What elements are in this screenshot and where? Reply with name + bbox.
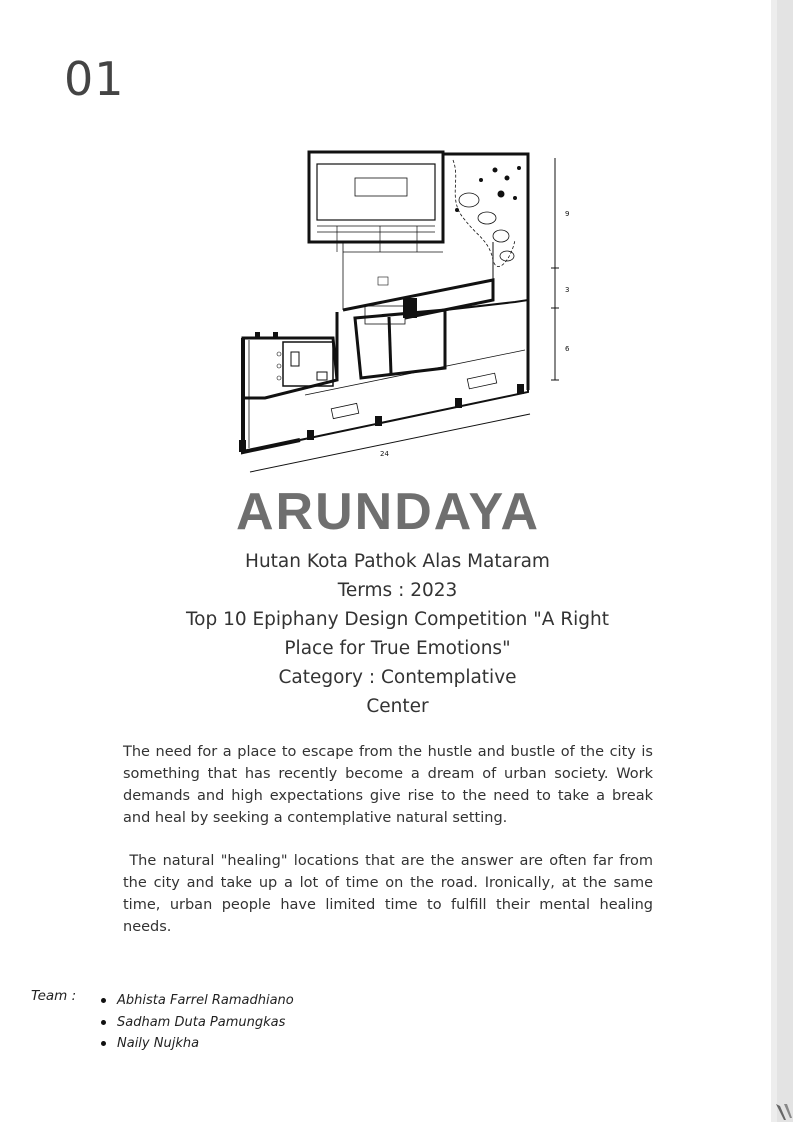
scrollbar-track	[771, 0, 777, 1122]
bullet-icon	[101, 1020, 106, 1025]
subtitle-line: Terms : 2023	[337, 580, 458, 601]
team-member	[100, 1033, 294, 1055]
team-member-name: Naily Nujkha	[117, 1036, 200, 1051]
team-label: Team :	[31, 988, 77, 1004]
dimension-3: 3	[565, 286, 570, 294]
page-number: 01	[64, 52, 125, 106]
site-floor-plan	[225, 140, 590, 480]
subtitle-line: Place for True Emotions"	[284, 638, 511, 659]
subtitle-line: Center	[366, 696, 429, 717]
team-member	[100, 990, 294, 1012]
subtitle-line: Hutan Kota Pathok Alas Mataram	[245, 551, 550, 572]
project-subtitle	[130, 547, 665, 721]
subtitle-line: Category : Contemplative	[278, 667, 517, 688]
description-paragraph-2: The natural "healing" locations that are the answer are often far from the city and take up a lot of time on the road. Ironically, at the same time, urban people have limited time to fulfill their mental healing needs.	[123, 853, 658, 935]
project-title: ARUNDAYA	[235, 483, 540, 541]
dimension-9: 9	[565, 210, 570, 218]
team-member-name: Sadham Duta Pamungkas	[117, 1014, 286, 1030]
dimension-24: 24	[380, 450, 389, 458]
page-curl-corner	[774, 1102, 793, 1122]
team-member	[100, 1012, 294, 1034]
dimension-6: 6	[565, 345, 570, 353]
team-member-name: Abhista Farrel Ramadhiano	[117, 993, 294, 1008]
bullet-icon	[101, 998, 106, 1003]
description-paragraph-1: The need for a place to escape from the hustle and bustle of the city is something that has recently become a dream of urban society. Work demands and high expectations give rise to the need to take a break and heal by seeking a contemplative natural setting.	[123, 744, 653, 826]
subtitle-line: Top 10 Epiphany Design Competition "A Right	[185, 609, 610, 630]
team-list	[100, 990, 294, 1055]
bullet-icon	[101, 1041, 106, 1046]
